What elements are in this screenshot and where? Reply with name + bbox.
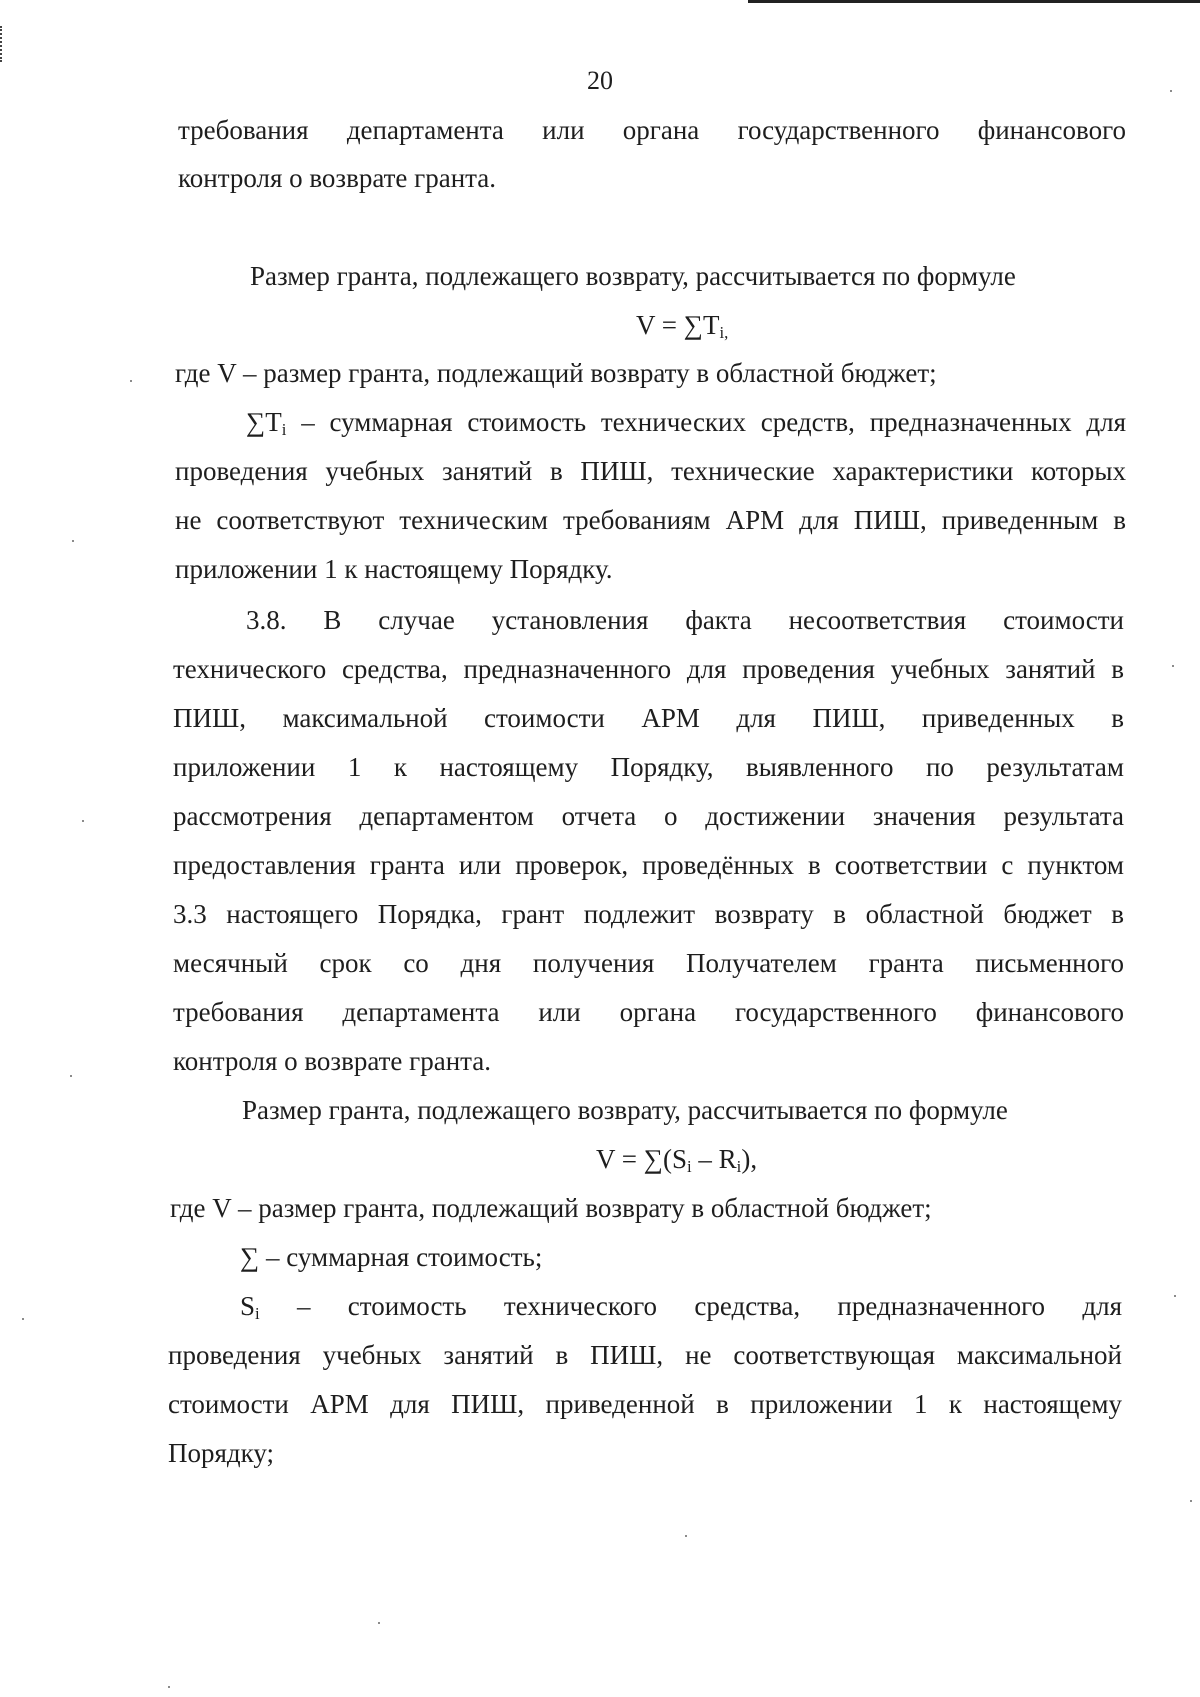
sum-ti-subscript: i xyxy=(281,420,287,440)
definition-sum: ∑ – суммарная стоимость; xyxy=(240,1242,543,1272)
scan-speck xyxy=(1170,90,1172,92)
fragment-line: контроля о возврате гранта. xyxy=(178,163,497,193)
definition-si-line xyxy=(240,1282,1122,1331)
scan-speck xyxy=(72,540,74,542)
clause-3-8-line: предоставления гранта или проверок, проведённых в соответствии с пунктом xyxy=(173,850,1124,880)
definition-si-line: проведения учебных занятий в ПИШ, не соответствующая максимальной xyxy=(168,1340,1122,1370)
scan-speck xyxy=(1174,1295,1176,1297)
page-number: 20 xyxy=(587,66,613,95)
scan-speck xyxy=(82,820,84,822)
scan-speck xyxy=(1172,665,1174,667)
formula-1-subscript: i, xyxy=(719,323,729,343)
definition-v: где V – размер гранта, подлежащий возврату в областной бюджет; xyxy=(175,358,937,388)
scan-left-edge-mark xyxy=(0,26,5,62)
definition-si-line: стоимости АРМ для ПИШ, приведенной в приложении 1 к настоящему xyxy=(168,1389,1122,1419)
formula-1 xyxy=(636,301,728,350)
clause-3-8-line: месячный срок со дня получения Получателем гранта письменного xyxy=(173,948,1124,978)
formula-2-part: V = ∑(S xyxy=(596,1144,687,1174)
sum-ti-symbol: ∑T xyxy=(246,407,282,437)
definition-sum-ti-line xyxy=(246,398,1126,447)
definition-si-line: Порядку; xyxy=(168,1438,275,1468)
clause-3-8-line: приложении 1 к настоящему Порядку, выявленного по результатам xyxy=(173,752,1124,782)
clause-3-8-line: контроля о возврате гранта. xyxy=(173,1046,492,1076)
clause-3-8-line: 3.8. В случае установления факта несоответствия стоимости xyxy=(246,605,1124,635)
clause-3-8-line: требования департамента или органа государственного финансового xyxy=(173,997,1124,1027)
definition-sum-ti-line: не соответствуют техническим требованиям АРМ для ПИШ, приведенным в xyxy=(175,505,1126,535)
formula-1-main: V = ∑T xyxy=(636,310,720,340)
scan-speck xyxy=(22,1318,24,1320)
si-symbol: S xyxy=(240,1291,256,1321)
clause-3-8-line: технического средства, предназначенного для проведения учебных занятий в xyxy=(173,654,1124,684)
formula-2-subscript: i xyxy=(687,1157,692,1177)
scan-speck xyxy=(168,1686,170,1688)
definition-sum-ti-line: проведения учебных занятий в ПИШ, технические характеристики которых xyxy=(175,456,1126,486)
formula-intro: Размер гранта, подлежащего возврату, рассчитывается по формуле xyxy=(250,261,1016,291)
formula-2 xyxy=(596,1135,757,1184)
formula-intro: Размер гранта, подлежащего возврату, рассчитывается по формуле xyxy=(242,1095,1008,1125)
clause-3-8-line: рассмотрения департаментом отчета о достижении значения результата xyxy=(173,801,1124,831)
formula-2-part: ), xyxy=(741,1144,758,1174)
formula-2-part: – R xyxy=(691,1144,737,1174)
si-text: – стоимость технического средства, предназначенного для xyxy=(259,1291,1122,1321)
scan-top-rule xyxy=(748,0,1200,3)
definition-v: где V – размер гранта, подлежащий возврату в областной бюджет; xyxy=(170,1193,932,1223)
formula-2-subscript: i xyxy=(736,1157,742,1177)
scan-speck xyxy=(1190,1500,1192,1502)
clause-3-8-line: 3.3 настоящего Порядка, грант подлежит возврату в областной бюджет в xyxy=(173,899,1124,929)
sum-ti-text: – суммарная стоимость технических средств, предназначенных для xyxy=(286,407,1126,437)
scan-speck xyxy=(70,1075,72,1077)
scan-speck xyxy=(130,380,132,382)
clause-3-8-line: ПИШ, максимальной стоимости АРМ для ПИШ, приведенных в xyxy=(173,703,1124,733)
scan-speck xyxy=(685,1535,687,1537)
fragment-line: требования департамента или органа государственного финансового xyxy=(178,115,1126,145)
definition-sum-ti-line: приложении 1 к настоящему Порядку. xyxy=(175,554,613,584)
si-subscript: i xyxy=(255,1304,260,1324)
scan-speck xyxy=(378,1622,380,1624)
